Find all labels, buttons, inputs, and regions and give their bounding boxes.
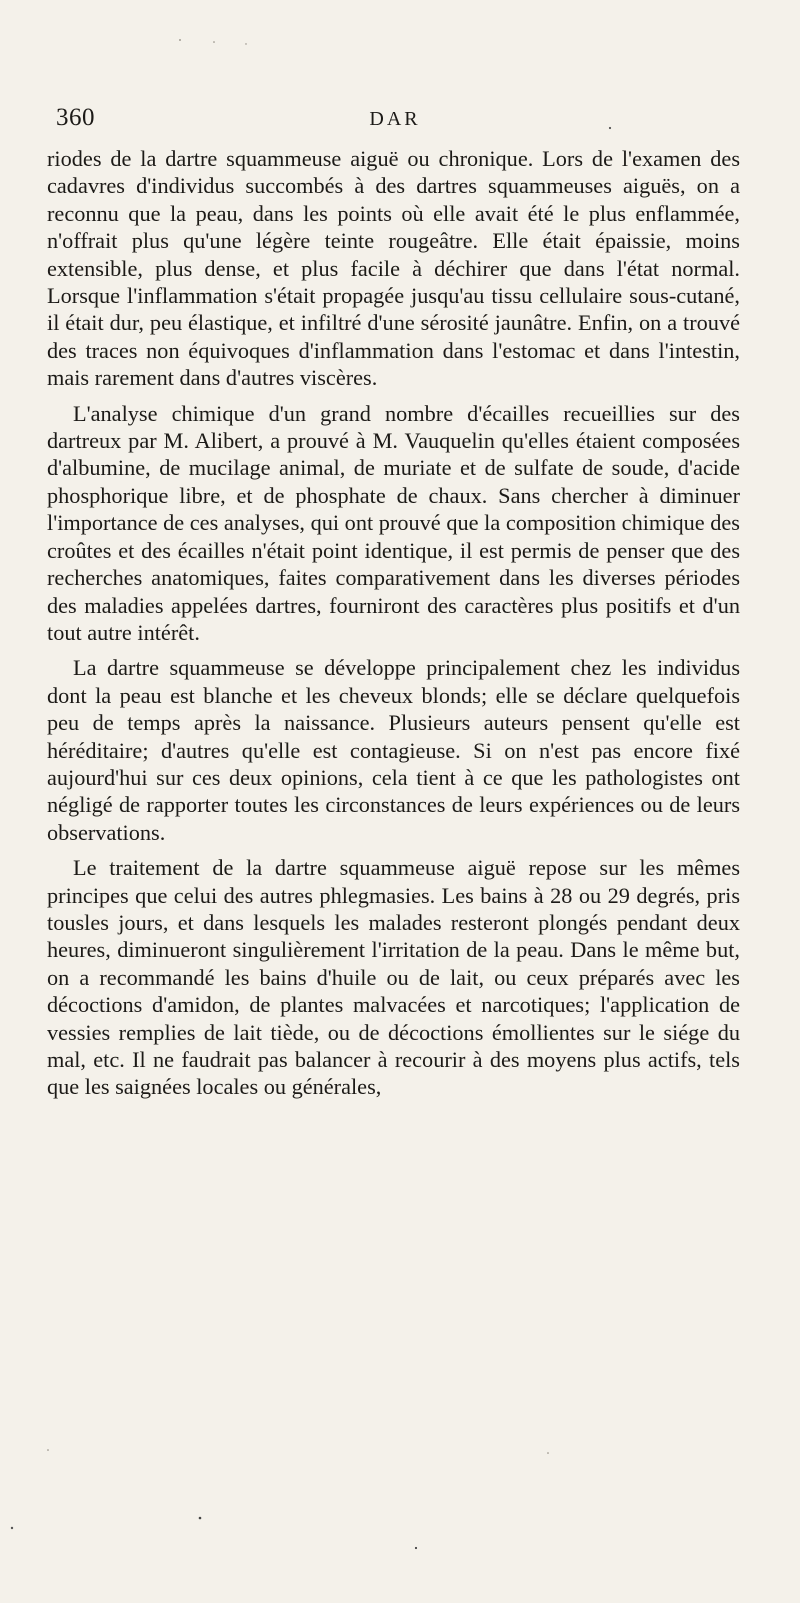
paragraph: riodes de la dartre squammeuse aiguë ou chronique. Lors de l'examen des cadavres d'individus succombés à des dartres squammeuses aiguës, on a reconnu que la peau, dans les points où elle avait été le plus enflammée, n'offrait plus qu'une légère teinte rougeâtre. Elle était épaissie, moins extensible, plus dense, et plus facile à déchirer que dans l'état normal. Lorsque l'inflammation s'était propagée jusqu'au tissu cellulaire sous-cutané, il était dur, peu élastique, et infiltré d'une sérosité jaunâtre. Enfin, on a trouvé des traces non équivoques d'inflammation dans l'estomac et dans l'intestin, mais rarement dans d'autres viscères. <box>47 146 740 391</box>
page-number: 360 <box>56 104 95 131</box>
paragraph: La dartre squammeuse se développe principalement chez les individus dont la peau est blanche et les cheveux blonds; elle se déclare quelquefois peu de temps après la naissance. Plusieurs auteurs pensent qu'elle est héréditaire; d'autres qu'elle est contagieuse. Si on n'est pas encore fixé aujourd'hui sur ces deux opinions, cela tient à ce que les pathologistes ont négligé de rapporter toutes les circonstances de leurs expériences ou de leurs observations. <box>47 655 740 845</box>
page-header <box>50 104 740 138</box>
body-text <box>47 145 740 1109</box>
paragraph: L'analyse chimique d'un grand nombre d'écailles recueillies sur des dartreux par M. Alibert, a prouvé à M. Vauquelin qu'elles étaient composées d'albumine, de mucilage animal, de muriate et de sulfate de soude, d'acide phosphorique libre, et de phosphate de chaux. Sans chercher à diminuer l'importance de ces analyses, qui ont prouvé que la composition chimique des croûtes et des écailles n'était point identique, il est permis de penser que des recherches anatomiques, faites comparativement dans les diverses périodes des maladies appelées dartres, fourniront des caractères plus positifs et d'un tout autre intérêt. <box>47 400 740 645</box>
running-head: DAR <box>369 108 421 130</box>
paragraph: Le traitement de la dartre squammeuse aiguë repose sur les mêmes principes que celui des autres phlegmasies. Les bains à 28 ou 29 degrés, pris tousles jours, et dans lesquels les malades resteront plongés pendant deux heures, diminueront singulièrement l'irritation de la peau. Dans le même but, on a recommandé les bains d'huile ou de lait, ou ceux préparés avec les décoctions d'amidon, de plantes malvacées et narcotiques; l'application de vessies remplies de lait tiède, ou de décoctions émollientes sur le siége du mal, etc. Il ne faudrait pas balancer à recourir à des moyens plus actifs, tels que les saignées locales ou générales, <box>47 855 740 1100</box>
